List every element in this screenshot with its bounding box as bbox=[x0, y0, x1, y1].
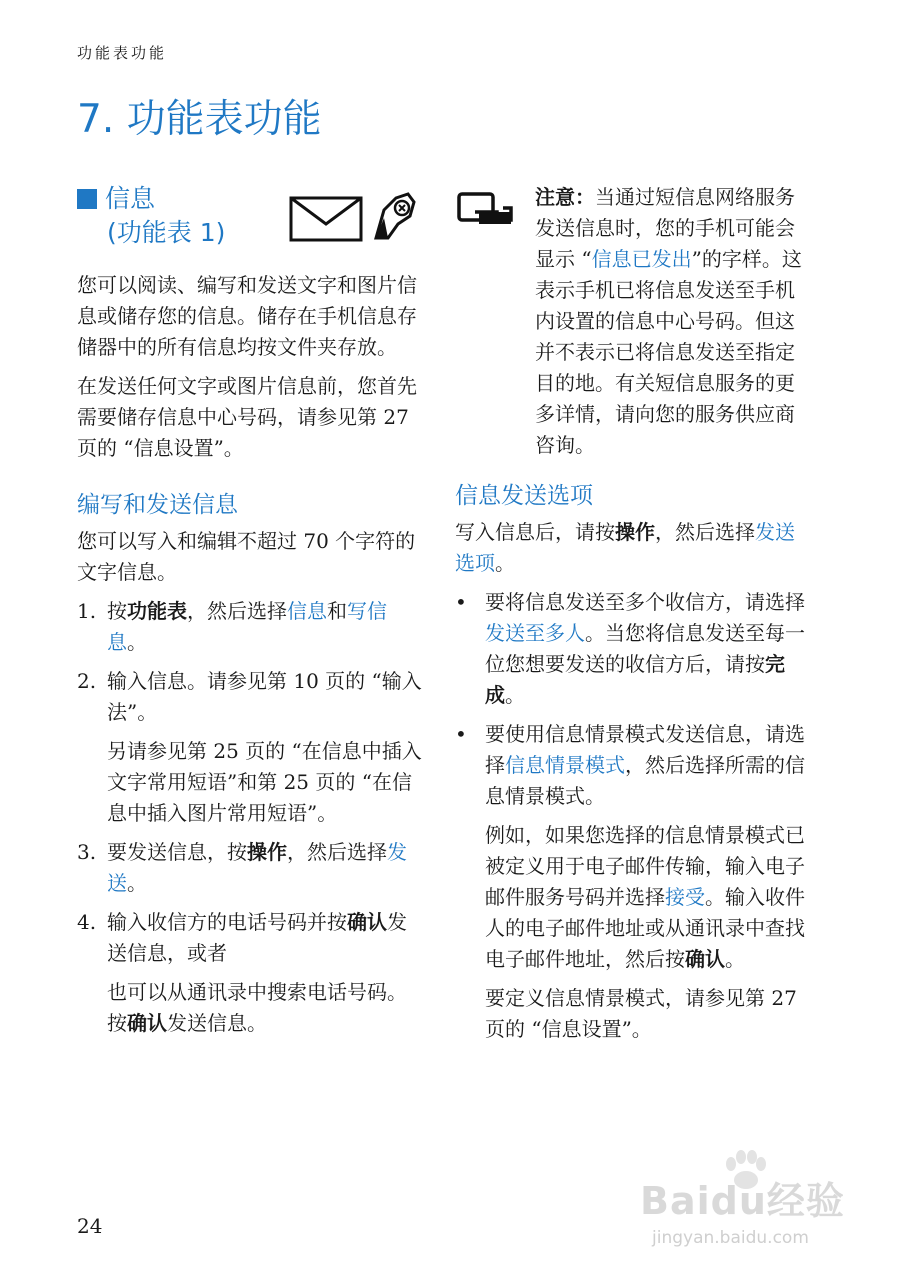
key-options: 操作 bbox=[247, 840, 287, 864]
watermark bbox=[640, 1150, 850, 1260]
running-head: 功能表功能 bbox=[77, 44, 168, 62]
step-number: 1. bbox=[77, 599, 97, 623]
right-column bbox=[455, 182, 805, 1053]
list-item: 4. 输入收信方的电话号码并按确认发送信息，或者 也可以从通讯录中搜索电话号码。按确认发送信息。 bbox=[77, 907, 422, 1039]
messages-intro-2: 在发送任何文字或图片信息前，您首先需要储存信息中心号码，请参见第 27 页的 “信息设置”。 bbox=[77, 374, 417, 460]
send-options-heading: 信息发送选项 bbox=[455, 483, 593, 509]
menu-item-multiple-recipients: 发送至多人 bbox=[485, 621, 585, 645]
step-number: 2. bbox=[77, 669, 97, 693]
menu-item-message-profile: 信息情景模式 bbox=[505, 753, 625, 777]
left-column bbox=[77, 182, 422, 1047]
step-number: 3. bbox=[77, 840, 97, 864]
bullet-extra: 要定义信息情景模式，请参见第 27 页的 “信息设置”。 bbox=[485, 986, 797, 1041]
page-number: 24 bbox=[77, 1214, 103, 1238]
section-subtitle: (功能表 1) bbox=[107, 218, 226, 247]
step-extra: 也可以从通讯录中搜索电话号码。按确认发送信息。 bbox=[107, 980, 407, 1035]
bullet: • bbox=[455, 590, 467, 614]
bullet: • bbox=[455, 722, 467, 746]
menu-item-sending-options: 发送选项 bbox=[455, 520, 795, 575]
key-menu: 功能表 bbox=[127, 599, 187, 623]
key-options: 操作 bbox=[615, 520, 655, 544]
square-bullet-icon bbox=[77, 189, 97, 209]
step-number: 4. bbox=[77, 910, 97, 934]
key-ok: 确认 bbox=[685, 947, 725, 971]
note-label: 注意： bbox=[535, 185, 595, 209]
menu-item-accept: 接受 bbox=[665, 885, 705, 909]
write-send-heading: 编写和发送信息 bbox=[77, 492, 238, 518]
section-title: 信息 bbox=[77, 182, 422, 216]
watermark-logo: Baidu经验 bbox=[640, 1179, 845, 1223]
note-block: 注意：当通过短信息网络服务发送信息时，您的手机可能会显示 “信息已发出”的字样。这表示手机已将信息发送至手机内设置的信息中心号码。但这并不表示已将信息发送至指定目的地。有关短信息服务的更多详情，请向您的服务供应商咨询。 bbox=[455, 182, 805, 461]
phone-icon bbox=[370, 190, 418, 242]
list-item: • 要使用信息情景模式发送信息，请选择信息情景模式，然后选择所需的信息情景模式。 例如，如果您选择的信息情景模式已被定义用于电子邮件传输，输入电子邮件服务号码并选择接受。输入收件人的电子邮件地址或从通讯录中查找电子邮件地址，然后按确认。 要定义信息情景模式，请参见第 27 页的 “信息设置”。 bbox=[455, 719, 805, 1045]
list-item: 1. 按功能表，然后选择信息和写信息。 bbox=[77, 596, 422, 658]
list-item: 3. 要发送信息，按操作，然后选择发送。 bbox=[77, 837, 422, 899]
chapter-title: 7. 功能表功能 bbox=[77, 97, 322, 142]
send-options-intro: 写入信息后，请按操作，然后选择发送选项。 bbox=[455, 520, 795, 575]
messages-section-header bbox=[77, 182, 422, 254]
write-intro: 您可以写入和编辑不超过 70 个字符的文字信息。 bbox=[77, 529, 416, 584]
steps-list bbox=[77, 596, 422, 1039]
list-item: 2. 输入信息。请参见第 10 页的 “输入法”。 另请参见第 25 页的 “在信息中插入文字常用短语”和第 25 页的 “在信息中插入图片常用短语”。 bbox=[77, 666, 422, 829]
watermark-url: jingyan.baidu.com bbox=[652, 1228, 809, 1248]
note-hand-icon bbox=[457, 190, 515, 230]
list-item: • 要将信息发送至多个收信方，请选择发送至多人。当您将信息发送至每一位您想要发送的收信方后，请按完成。 bbox=[455, 587, 805, 711]
key-done: 完成 bbox=[485, 652, 785, 707]
bullet-extra: 例如，如果您选择的信息情景模式已被定义用于电子邮件传输，输入电子邮件服务号码并选择接受。输入收件人的电子邮件地址或从通讯录中查找电子邮件地址，然后按确认。 bbox=[485, 823, 805, 971]
menu-item-send: 发送 bbox=[107, 840, 407, 895]
menu-item-write-message: 写信息 bbox=[107, 599, 387, 654]
menu-item-messages: 信息 bbox=[287, 599, 327, 623]
message-sent-text: 信息已发出 bbox=[591, 247, 692, 271]
step-extra: 另请参见第 25 页的 “在信息中插入文字常用短语”和第 25 页的 “在信息中插入图片常用短语”。 bbox=[107, 739, 422, 825]
key-ok: 确认 bbox=[347, 910, 387, 934]
messages-intro: 您可以阅读、编写和发送文字和图片信息或储存您的信息。储存在手机信息存储器中的所有信息均按文件夹存放。 bbox=[77, 273, 417, 359]
envelope-icon bbox=[289, 196, 363, 242]
send-options-list bbox=[455, 587, 805, 1045]
key-ok: 确认 bbox=[127, 1011, 167, 1035]
